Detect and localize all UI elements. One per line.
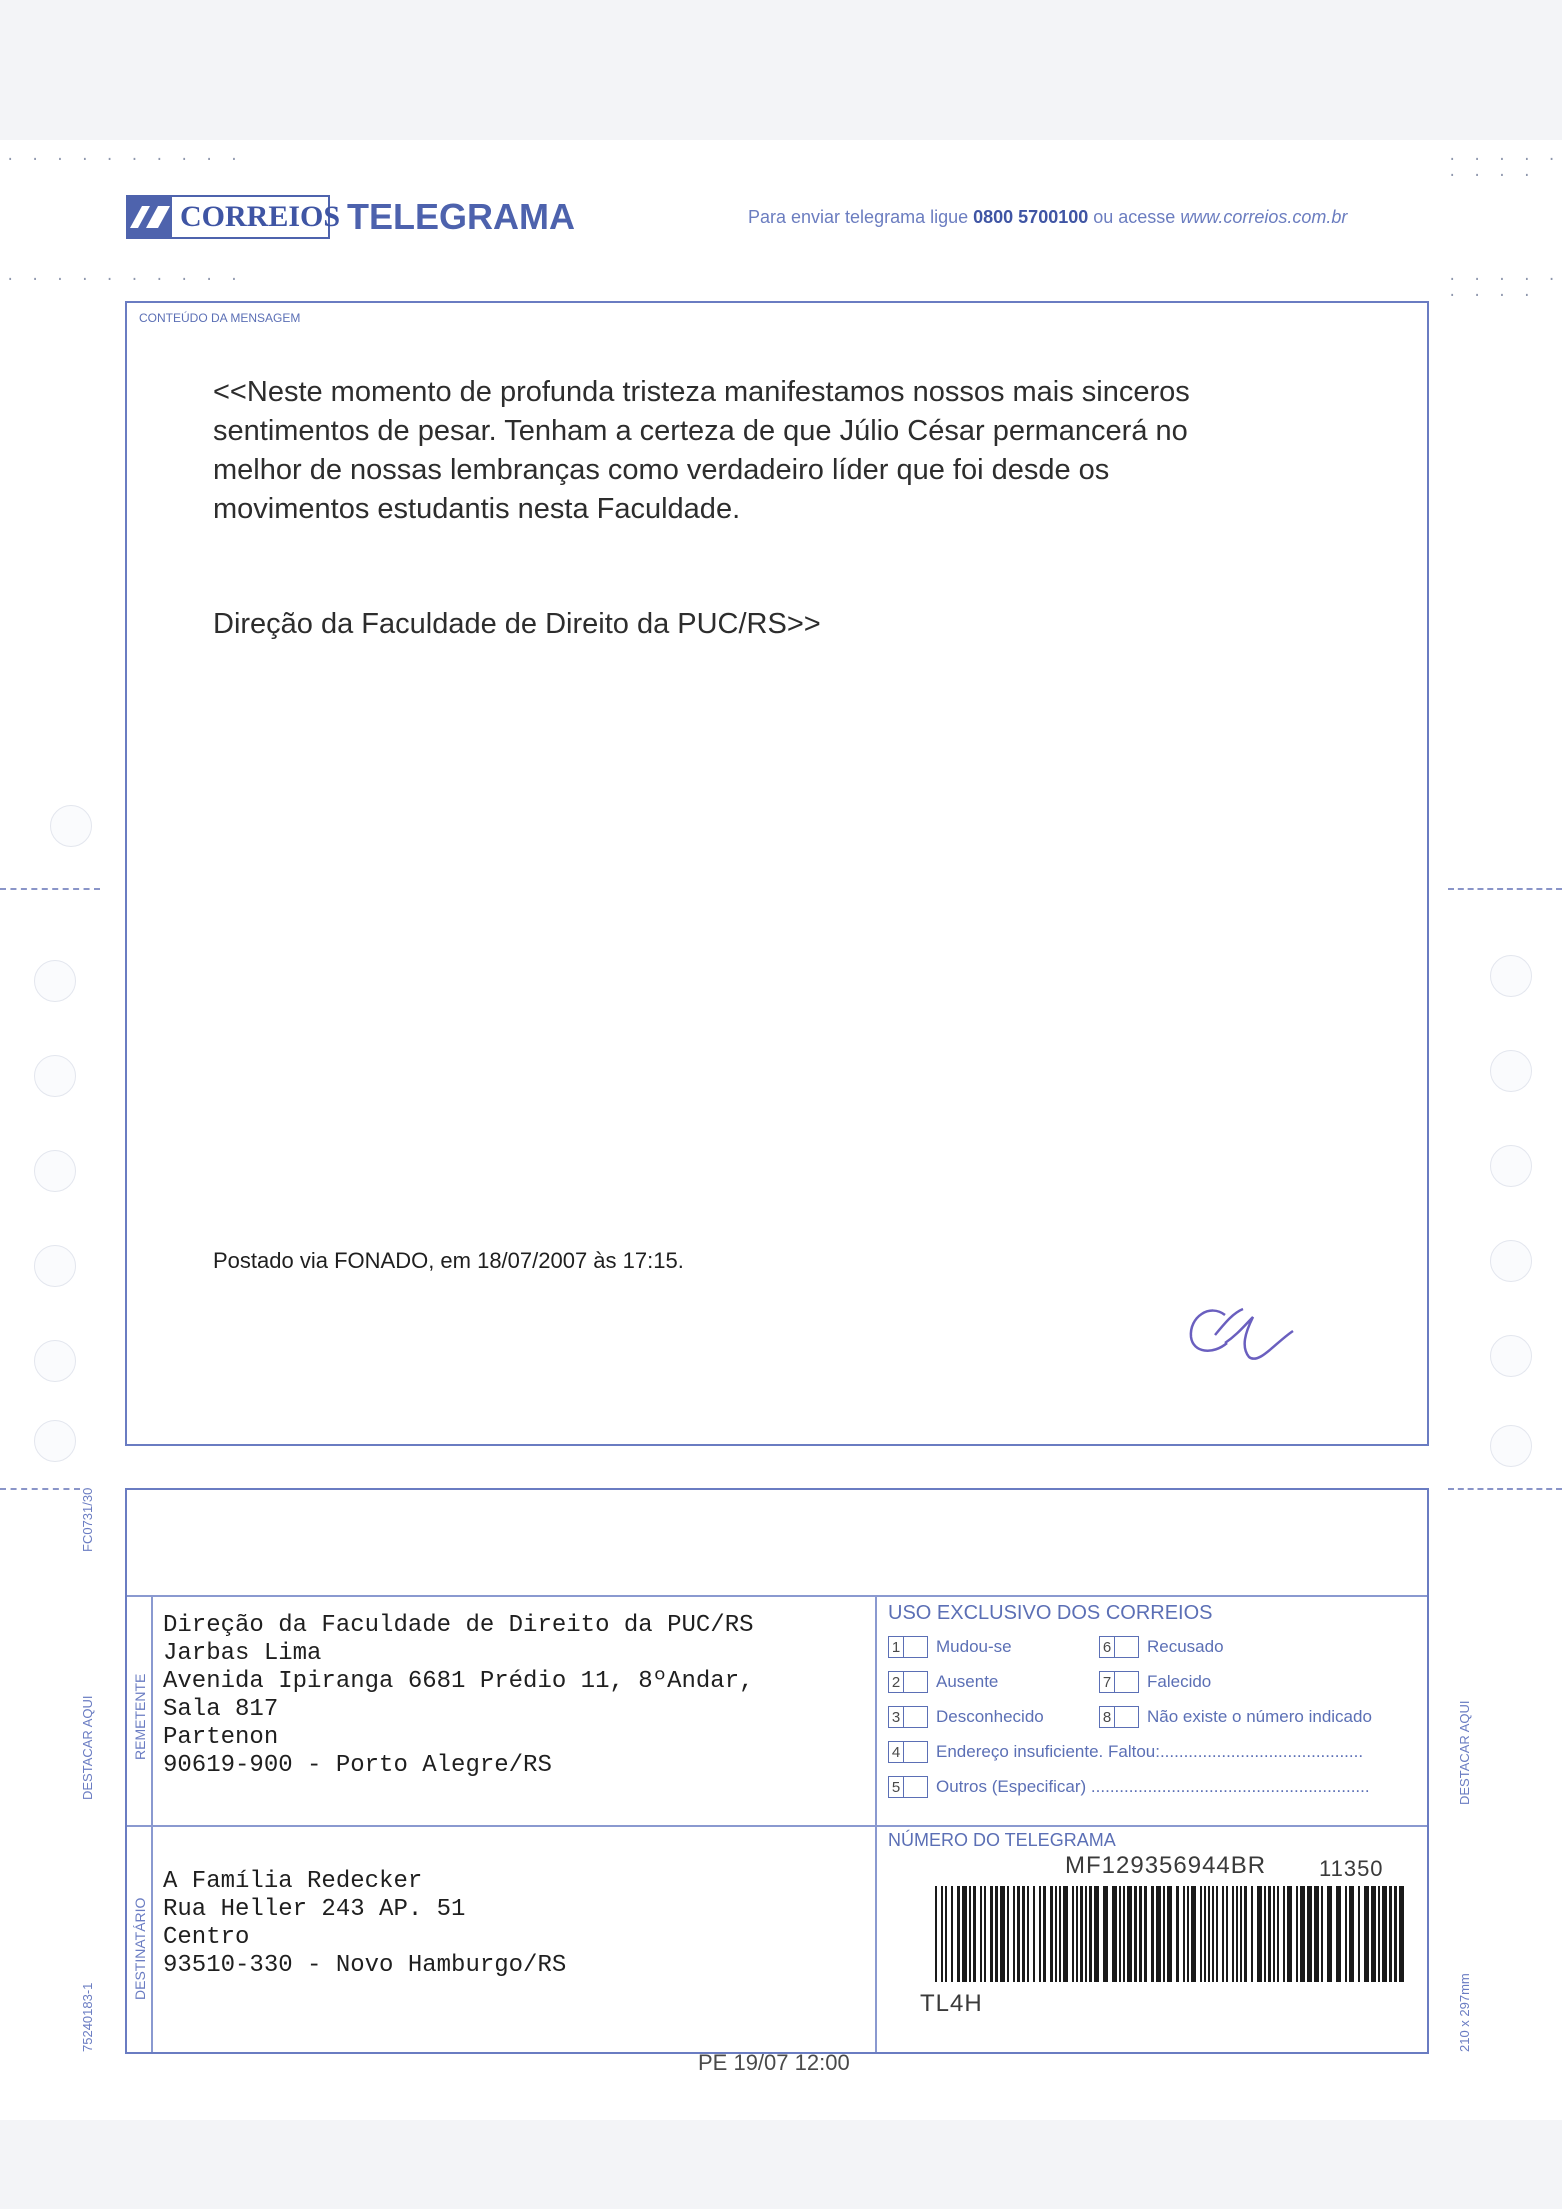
sprocket-hole — [34, 1245, 76, 1287]
barcode-bar — [1394, 1886, 1397, 1982]
barcode-bar — [1307, 1886, 1312, 1982]
barcode-bar — [1283, 1886, 1285, 1982]
telegram-code: 11350 — [1319, 1856, 1384, 1881]
barcode-bar — [941, 1886, 943, 1982]
barcode-bar — [1144, 1886, 1147, 1982]
barcode-bar — [1378, 1886, 1380, 1982]
barcode-bar — [1204, 1886, 1206, 1982]
barcode-bar — [980, 1886, 982, 1982]
route-code: TL4H — [920, 1990, 983, 2017]
checkbox[interactable] — [1115, 1636, 1139, 1658]
divider — [875, 1595, 877, 2052]
barcode-bar — [1007, 1886, 1009, 1982]
barcode-bar — [1080, 1886, 1083, 1982]
barcode-bar — [1017, 1886, 1020, 1982]
barcode-bar — [1123, 1886, 1125, 1982]
return-reason-option[interactable]: 4 Endereço insuficiente. Faltou:........................................... — [888, 1741, 1363, 1763]
recipient-line: Rua Heller 243 AP. 51 — [163, 1896, 466, 1923]
barcode-bar — [1232, 1886, 1234, 1982]
detach-line — [1448, 888, 1562, 890]
detach-here-left: DESTACAR AQUI — [80, 1695, 95, 1800]
barcode-bar — [1027, 1886, 1029, 1982]
recipient-line: 93510-330 - Novo Hamburgo/RS — [163, 1952, 567, 1979]
barcode-bar — [1321, 1886, 1323, 1982]
correios-arrow-icon — [128, 197, 172, 237]
header-info: Para enviar telegrama ligue 0800 5700100 ou acesse www.correios.com.br — [748, 207, 1348, 227]
perforation-dots: · · · · · · · · · — [1448, 272, 1560, 304]
sprocket-hole — [34, 1055, 76, 1097]
barcode-bar — [1314, 1886, 1319, 1982]
return-reason-option[interactable]: 7 Falecido — [1099, 1671, 1211, 1693]
message-signature: Direção da Faculdade de Direito da PUC/RS>> — [213, 608, 821, 640]
detach-here-right: DESTACAR AQUI — [1457, 1700, 1472, 1805]
checkbox[interactable] — [904, 1671, 928, 1693]
barcode-bar — [1072, 1886, 1074, 1982]
logo-text: CORREIOS — [180, 200, 341, 233]
phone-number: 0800 5700100 — [973, 207, 1089, 227]
barcode-bar — [1264, 1886, 1266, 1982]
sprocket-hole — [1490, 1335, 1532, 1377]
checkbox[interactable] — [904, 1741, 928, 1763]
barcode-bar — [1094, 1886, 1099, 1982]
barcode-bar — [1216, 1886, 1218, 1982]
barcode-bar — [1236, 1886, 1238, 1982]
form-code: FC0731/30 — [80, 1487, 95, 1552]
message-box — [125, 301, 1429, 1446]
sender-label: REMETENTE — [132, 1673, 148, 1760]
barcode-bar — [1191, 1886, 1196, 1982]
barcode-bar — [1000, 1886, 1005, 1982]
handwritten-initials — [1185, 1295, 1305, 1375]
barcode-bar — [1089, 1886, 1092, 1982]
barcode-bar — [1139, 1886, 1142, 1982]
detach-line — [1448, 1488, 1562, 1490]
sprocket-hole — [1490, 1145, 1532, 1187]
barcode-bar — [1085, 1886, 1087, 1982]
checkbox[interactable] — [904, 1706, 928, 1728]
return-reason-option[interactable]: 3 Desconhecido — [888, 1706, 1044, 1728]
barcode-bar — [1183, 1886, 1185, 1982]
barcode-bar — [1358, 1886, 1360, 1982]
sender-address — [163, 1612, 863, 1780]
barcode-bar — [1296, 1886, 1298, 1982]
barcode-bar — [957, 1886, 960, 1982]
sprocket-hole — [34, 960, 76, 1002]
recipient-line: Centro — [163, 1924, 250, 1951]
sprocket-hole — [1490, 955, 1532, 997]
barcode-bar — [962, 1886, 967, 1982]
sprocket-hole — [34, 1420, 76, 1462]
sprocket-hole — [1490, 1050, 1532, 1092]
barcode-bar — [945, 1886, 947, 1982]
sender-line: Direção da Faculdade de Direito da PUC/RS — [163, 1612, 754, 1639]
return-reason-option[interactable]: 1 Mudou-se — [888, 1636, 1012, 1658]
address-box — [125, 1488, 1429, 2054]
barcode-bar — [1050, 1886, 1053, 1982]
divider — [127, 1595, 1427, 1597]
perforation-dots: · · · · · · · · · · — [6, 272, 243, 288]
barcode-bar — [1013, 1886, 1015, 1982]
barcode-bar — [1187, 1886, 1189, 1982]
recipient-line: A Família Redecker — [163, 1868, 423, 1895]
message-caption: CONTEÚDO DA MENSAGEM — [139, 311, 301, 325]
barcode-bar — [984, 1886, 986, 1982]
barcode-bar — [1300, 1886, 1305, 1982]
checkbox[interactable] — [904, 1776, 928, 1798]
message-line: <<Neste momento de profunda tristeza manifestamos nossos mais sinceros — [213, 376, 1190, 408]
barcode-bar — [951, 1886, 953, 1982]
barcode-bar — [1176, 1886, 1179, 1982]
barcode-bar — [990, 1886, 993, 1982]
postal-use-title: USO EXCLUSIVO DOS CORREIOS — [888, 1602, 1213, 1624]
delivery-stamp: PE 19/07 12:00 — [698, 2050, 850, 2075]
barcode-bar — [1112, 1886, 1117, 1982]
barcode-bar — [973, 1886, 976, 1982]
website-link: www.correios.com.br — [1180, 207, 1348, 227]
sender-line: Partenon — [163, 1724, 279, 1751]
perforation-dots: · · · · · · · · · — [1448, 152, 1560, 184]
detach-line — [0, 1488, 80, 1490]
barcode-bar — [1389, 1886, 1392, 1982]
detach-line — [0, 888, 100, 890]
barcode-bar — [1200, 1886, 1202, 1982]
barcode-bar — [1251, 1886, 1253, 1982]
checkbox[interactable] — [1115, 1671, 1139, 1693]
barcode-bar — [1399, 1886, 1404, 1982]
sender-line: Jarbas Lima — [163, 1640, 322, 1667]
barcode-bar — [1043, 1886, 1046, 1982]
barcode-bar — [935, 1886, 937, 1982]
message-line: movimentos estudantis nesta Faculdade. — [213, 493, 741, 525]
document-title: TELEGRAMA — [347, 196, 575, 237]
checkbox[interactable] — [1115, 1706, 1139, 1728]
barcode-bar — [1127, 1886, 1132, 1982]
barcode-bar — [1222, 1886, 1224, 1982]
return-reason-option[interactable]: 6 Recusado — [1099, 1636, 1224, 1658]
barcode-bar — [1226, 1886, 1228, 1982]
barcode-bar — [1208, 1886, 1210, 1982]
serial-number: 75240183-1 — [80, 1982, 95, 2052]
telegram-number-title: NÚMERO DO TELEGRAMA — [888, 1830, 1116, 1850]
posted-line: Postado via FONADO, em 18/07/2007 às 17:15. — [213, 1248, 684, 1273]
barcode-bar — [1119, 1886, 1121, 1982]
paper-size: 210 x 297mm — [1457, 1973, 1472, 2052]
barcode-bar — [1244, 1886, 1247, 1982]
return-reason-option[interactable]: 2 Ausente — [888, 1671, 998, 1693]
correios-logo — [126, 195, 341, 239]
recipient-label: DESTINATÁRIO — [132, 1897, 148, 2000]
barcode-bar — [1033, 1886, 1035, 1982]
sprocket-hole — [50, 805, 92, 847]
barcode-bar — [1382, 1886, 1387, 1982]
barcode-bar — [1287, 1886, 1292, 1982]
message-line: sentimentos de pesar. Tenham a certeza de que Júlio César permancerá no — [213, 415, 1188, 447]
barcode-bar — [1039, 1886, 1041, 1982]
barcode-bar — [969, 1886, 971, 1982]
divider — [151, 1595, 153, 2052]
sender-line: Avenida Ipiranga 6681 Prédio 11, 8ºAndar, — [163, 1668, 754, 1695]
return-reason-option[interactable]: 8 Não existe o número indicado — [1099, 1706, 1372, 1728]
barcode-bar — [1167, 1886, 1172, 1982]
barcode-bar — [1240, 1886, 1242, 1982]
barcode-bar — [1163, 1886, 1165, 1982]
perforation-dots: · · · · · · · · · · — [6, 152, 243, 168]
barcode-bar — [1151, 1886, 1154, 1982]
barcode — [935, 1886, 1405, 1982]
telegram-number: MF129356944BR — [1065, 1852, 1267, 1879]
sender-line: Sala 817 — [163, 1696, 279, 1723]
message-line: melhor de nossas lembranças como verdadeiro líder que foi desde os — [213, 454, 1110, 486]
barcode-bar — [1063, 1886, 1068, 1982]
recipient-address — [163, 1868, 863, 1980]
barcode-bar — [1076, 1886, 1078, 1982]
barcode-bar — [1349, 1886, 1354, 1982]
barcode-bar — [1059, 1886, 1061, 1982]
barcode-bar — [1364, 1886, 1369, 1982]
barcode-bar — [1268, 1886, 1271, 1982]
barcode-bar — [1257, 1886, 1262, 1982]
barcode-bar — [1103, 1886, 1108, 1982]
sprocket-hole — [1490, 1240, 1532, 1282]
barcode-bar — [1327, 1886, 1332, 1982]
divider — [127, 1825, 1427, 1827]
sprocket-hole — [1490, 1425, 1532, 1467]
sprocket-hole — [34, 1150, 76, 1192]
barcode-bar — [1156, 1886, 1161, 1982]
barcode-bar — [1134, 1886, 1137, 1982]
message-text — [213, 373, 1333, 529]
barcode-bar — [1273, 1886, 1275, 1982]
return-reason-option[interactable]: 5 Outros (Especificar) ........................................................... — [888, 1776, 1370, 1798]
barcode-bar — [1277, 1886, 1279, 1982]
barcode-bar — [995, 1886, 998, 1982]
sprocket-hole — [34, 1340, 76, 1382]
barcode-bar — [1345, 1886, 1347, 1982]
checkbox[interactable] — [904, 1636, 928, 1658]
barcode-bar — [1212, 1886, 1214, 1982]
barcode-bar — [1055, 1886, 1057, 1982]
sender-line: 90619-900 - Porto Alegre/RS — [163, 1752, 552, 1779]
barcode-bar — [1336, 1886, 1341, 1982]
barcode-bar — [1022, 1886, 1025, 1982]
barcode-bar — [1371, 1886, 1376, 1982]
